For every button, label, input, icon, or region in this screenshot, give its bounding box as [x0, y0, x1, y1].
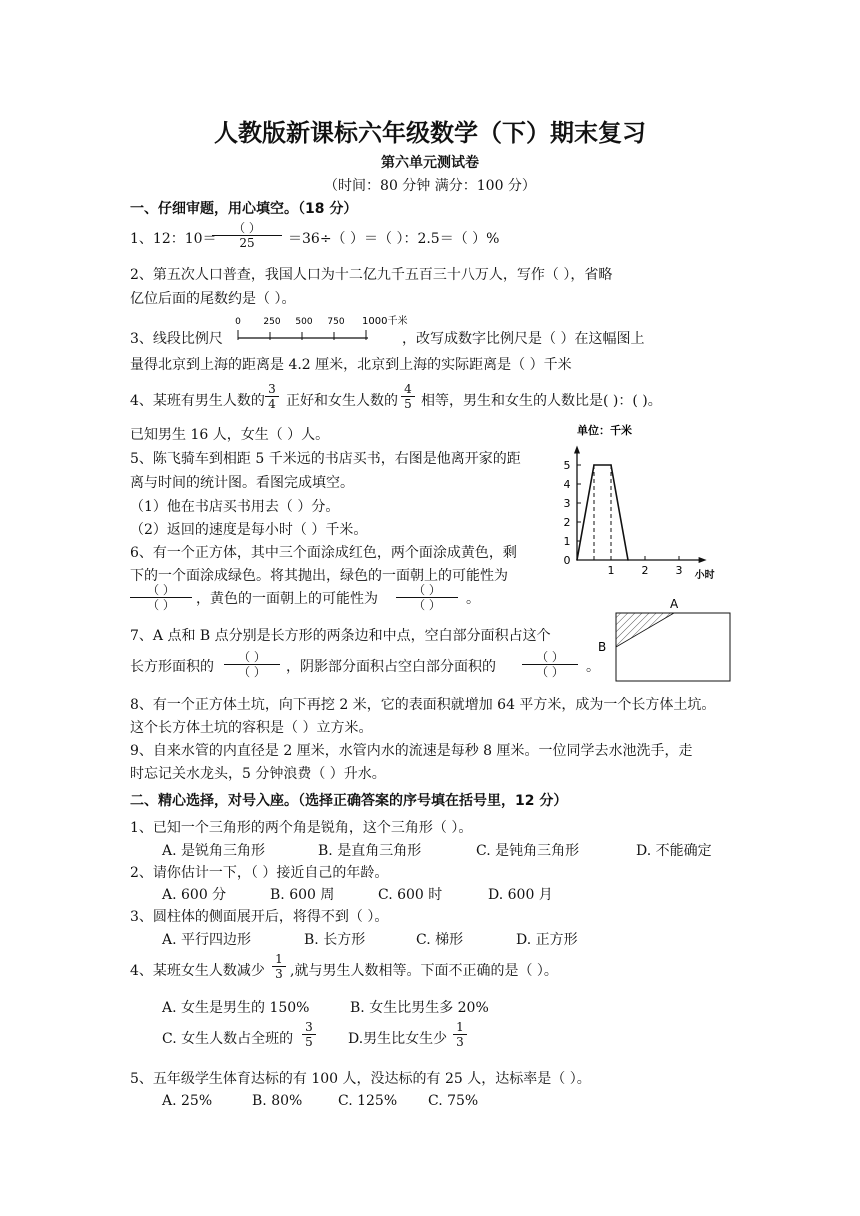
- s2-q1-option-c: C. 是钝角三角形: [476, 843, 580, 859]
- section1-heading: 一、仔细审题，用心填空。（18 分）: [130, 201, 358, 217]
- s2-q4-optc-num: 3: [302, 1020, 316, 1035]
- s2-q4-option-c: C. 女生人数占全班的: [162, 1031, 294, 1047]
- s2-q1-option-d: D. 不能确定: [636, 843, 712, 859]
- s2-q4-optd-den: 3: [456, 1035, 464, 1049]
- q4-part3: 相等，男生和女生的人数比是( )：( )。: [421, 393, 662, 409]
- q2-line2: 亿位后面的尾数约是（ ）。: [130, 291, 296, 307]
- q1-rest: ＝36÷（ ）＝（ ）：2.5＝（ ）%: [288, 231, 500, 247]
- q7-f1-num: （ ）: [224, 650, 280, 665]
- q5-sub1: （1）他在书店买书用去（ ）分。: [130, 499, 340, 515]
- q6-mid: ，黄色的一面朝上的可能性为: [196, 591, 378, 607]
- q6-fraction-yellow: [396, 583, 458, 612]
- y-tick-label-0: 0: [563, 554, 571, 567]
- q6-green-den: （ ）: [147, 598, 175, 612]
- section2-heading: 二、精心选择，对号入座。（选择正确答案的序号填在括号里，12 分）: [130, 793, 568, 809]
- s2-q4-optd-fraction: [453, 1020, 467, 1049]
- s2-q3-option-c: C. 梯形: [416, 932, 464, 948]
- s2-q4-stem-part1: 4、某班女生人数减少: [130, 963, 265, 979]
- q4-part2: 正好和女生人数的: [286, 393, 398, 409]
- q9-line1: 9、自来水管的内直径是 2 厘米，水管内水的流速是每秒 8 厘米。一位同学去水池洗手，走: [130, 743, 693, 759]
- s2-q3-option-b: B. 长方形: [304, 932, 366, 948]
- scale-bar: [232, 312, 408, 346]
- s2-q5-stem: 5、五年级学生体育达标的有 100 人，没达标的有 25 人，达标率是（ ）。: [130, 1071, 591, 1087]
- unit-subtitle: 第六单元测试卷: [381, 155, 479, 171]
- x-axis-arrow: [699, 557, 707, 563]
- y-tick-label-1: 1: [563, 535, 571, 548]
- q4-fraction-2: [401, 382, 415, 411]
- chart-title: 单位：千米: [577, 424, 632, 437]
- y-tick-label-3: 3: [563, 497, 571, 510]
- data-point-1: [593, 464, 595, 466]
- s2-q4-fraction: [272, 952, 286, 981]
- s2-q3-option-d: D. 正方形: [516, 932, 578, 948]
- x-tick-label-2: 2: [641, 564, 649, 577]
- scale-label-250: 250: [263, 317, 281, 327]
- q6-end: 。: [466, 591, 480, 607]
- q5-line2: 离与时间的统计图。看图完成填空。: [130, 475, 354, 491]
- s2-q1-stem: 1、已知一个三角形的两个角是锐角，这个三角形（ ）。: [130, 820, 473, 836]
- s2-q5-option-a: A. 25%: [162, 1093, 213, 1109]
- s2-q2-stem: 2、请你估计一下，（ ）接近自己的年龄。: [130, 865, 389, 881]
- q7-f2-num: （ ）: [522, 650, 578, 665]
- s2-q2-option-c: C. 600 时: [378, 887, 443, 903]
- y-tick-label-2: 2: [563, 516, 571, 529]
- q3-prefix: 3、线段比例尺: [130, 331, 223, 347]
- q7-f1-den: （ ）: [238, 665, 266, 679]
- distance-line: [577, 465, 628, 560]
- scale-label-500: 500: [295, 317, 313, 327]
- q5-sub2: （2）返回的速度是每小时（ ）千米。: [130, 522, 368, 538]
- q6-green-num: （ ）: [130, 583, 192, 598]
- s2-q2-option-d: D. 600 月: [488, 887, 553, 903]
- q7-fraction-1: [224, 650, 280, 679]
- s2-q5-option-b: B. 80%: [252, 1093, 303, 1109]
- q4-line2: 已知男生 16 人，女生（ ）人。: [130, 427, 330, 443]
- q6-line1: 6、有一个正方体，其中三个面涂成红色，两个面涂成黄色，剩: [130, 545, 517, 561]
- s2-q1-option-a: A. 是锐角三角形: [162, 843, 266, 859]
- s2-q5-option-c: C. 125%: [338, 1093, 398, 1109]
- q4-f1-den: 4: [268, 397, 276, 411]
- q5-line1: 5、陈飞骑车到相距 5 千米远的书店买书，右图是他离开家的距: [130, 451, 521, 467]
- y-tick-label-4: 4: [563, 478, 571, 491]
- s2-q4-optd-num: 1: [453, 1020, 467, 1035]
- s2-q4-stem-part2: ,就与男生人数相等。下面不正确的是（ ）。: [290, 963, 558, 979]
- q6-fraction-green: [130, 583, 192, 612]
- q1-frac-num: （ ）: [212, 221, 282, 236]
- x-tick-label-3: 3: [675, 564, 683, 577]
- s2-q4-option-b: B. 女生比男生多 20%: [350, 1000, 489, 1016]
- s2-q2-option-a: A. 600 分: [162, 887, 227, 903]
- s2-q3-stem: 3、圆柱体的侧面展开后，将得不到（ ）。: [130, 909, 389, 925]
- data-point-2: [610, 464, 612, 466]
- s2-q4-option-a: A. 女生是男生的 150%: [162, 1000, 310, 1016]
- point-b-label: B: [598, 640, 607, 654]
- q4-f1-num: 3: [265, 382, 279, 397]
- q7-line1: 7、A 点和 B 点分别是长方形的两条边和中点，空白部分面积占这个: [130, 628, 551, 644]
- distance-time-chart: [545, 418, 715, 580]
- q1-frac-den: 25: [239, 236, 255, 250]
- q7-fraction-2: [522, 650, 578, 679]
- s2-q1-option-b: B. 是直角三角形: [318, 843, 422, 859]
- q3-suffix: ，改写成数字比例尺是（ ）在这幅图上: [402, 331, 645, 347]
- s2-q3-option-a: A. 平行四边形: [162, 932, 252, 948]
- x-tick-label-1: 1: [607, 564, 615, 577]
- q7-f2-den: （ ）: [536, 665, 564, 679]
- q6-yellow-den: （ ）: [413, 598, 441, 612]
- y-axis-arrow: [574, 446, 580, 454]
- q4-f2-num: 4: [401, 382, 415, 397]
- s2-q2-option-b: B. 600 周: [270, 887, 335, 903]
- exam-info: （时间：80 分钟 满分：100 分）: [324, 178, 536, 194]
- q4-f2-den: 5: [404, 397, 412, 411]
- data-point-0: [576, 559, 578, 561]
- q8-line2: 这个长方体土坑的容积是（ ）立方米。: [130, 720, 373, 736]
- q1-prefix: 1、12：10＝: [130, 231, 217, 247]
- s2-q4-optc-den: 5: [305, 1035, 313, 1049]
- point-a-label: A: [670, 597, 679, 611]
- scale-label-0: 0: [235, 317, 241, 327]
- y-tick-label-5: 5: [563, 459, 571, 472]
- scale-label-1000: 1000千米: [362, 316, 408, 327]
- s2-q5-option-d: C. 75%: [428, 1093, 479, 1109]
- s2-q4-f-num: 1: [272, 952, 286, 967]
- q6-line2: 下的一个面涂成绿色。将其抛出，绿色的一面朝上的可能性为: [130, 568, 508, 584]
- q3-line2: 量得北京到上海的距离是 4.2 厘米，北京到上海的实际距离是（ ）千米: [130, 357, 572, 373]
- q9-line2: 时忘记关水龙头，5 分钟浪费（ ）升水。: [130, 766, 386, 782]
- q1-fraction: [212, 221, 282, 250]
- q7-end: 。: [586, 659, 600, 675]
- q8-line1: 8、有一个正方体土坑，向下再挖 2 米，它的表面积就增加 64 平方米，成为一个长方体土坑。: [130, 697, 716, 713]
- q4-fraction-1: [265, 382, 279, 411]
- rectangle-figure: [596, 595, 736, 687]
- q7-part2: ，阴影部分面积占空白部分面积的: [286, 659, 496, 675]
- q6-yellow-num: （ ）: [396, 583, 458, 598]
- s2-q4-option-d: D.男生比女生少: [348, 1031, 448, 1047]
- s2-q4-f-den: 3: [275, 967, 283, 981]
- q7-part1: 长方形面积的: [130, 659, 214, 675]
- page-title: 人教版新课标六年级数学（下）期末复习: [214, 119, 646, 147]
- q2-line1: 2、第五次人口普查，我国人口为十二亿九千五百三十八万人，写作（ ），省略: [130, 267, 613, 283]
- data-point-3: [627, 559, 629, 561]
- s2-q4-optc-fraction: [302, 1020, 316, 1049]
- scale-label-750: 750: [327, 317, 345, 327]
- q4-part1: 4、某班有男生人数的: [130, 393, 265, 409]
- x-axis-label: 小时: [694, 570, 715, 581]
